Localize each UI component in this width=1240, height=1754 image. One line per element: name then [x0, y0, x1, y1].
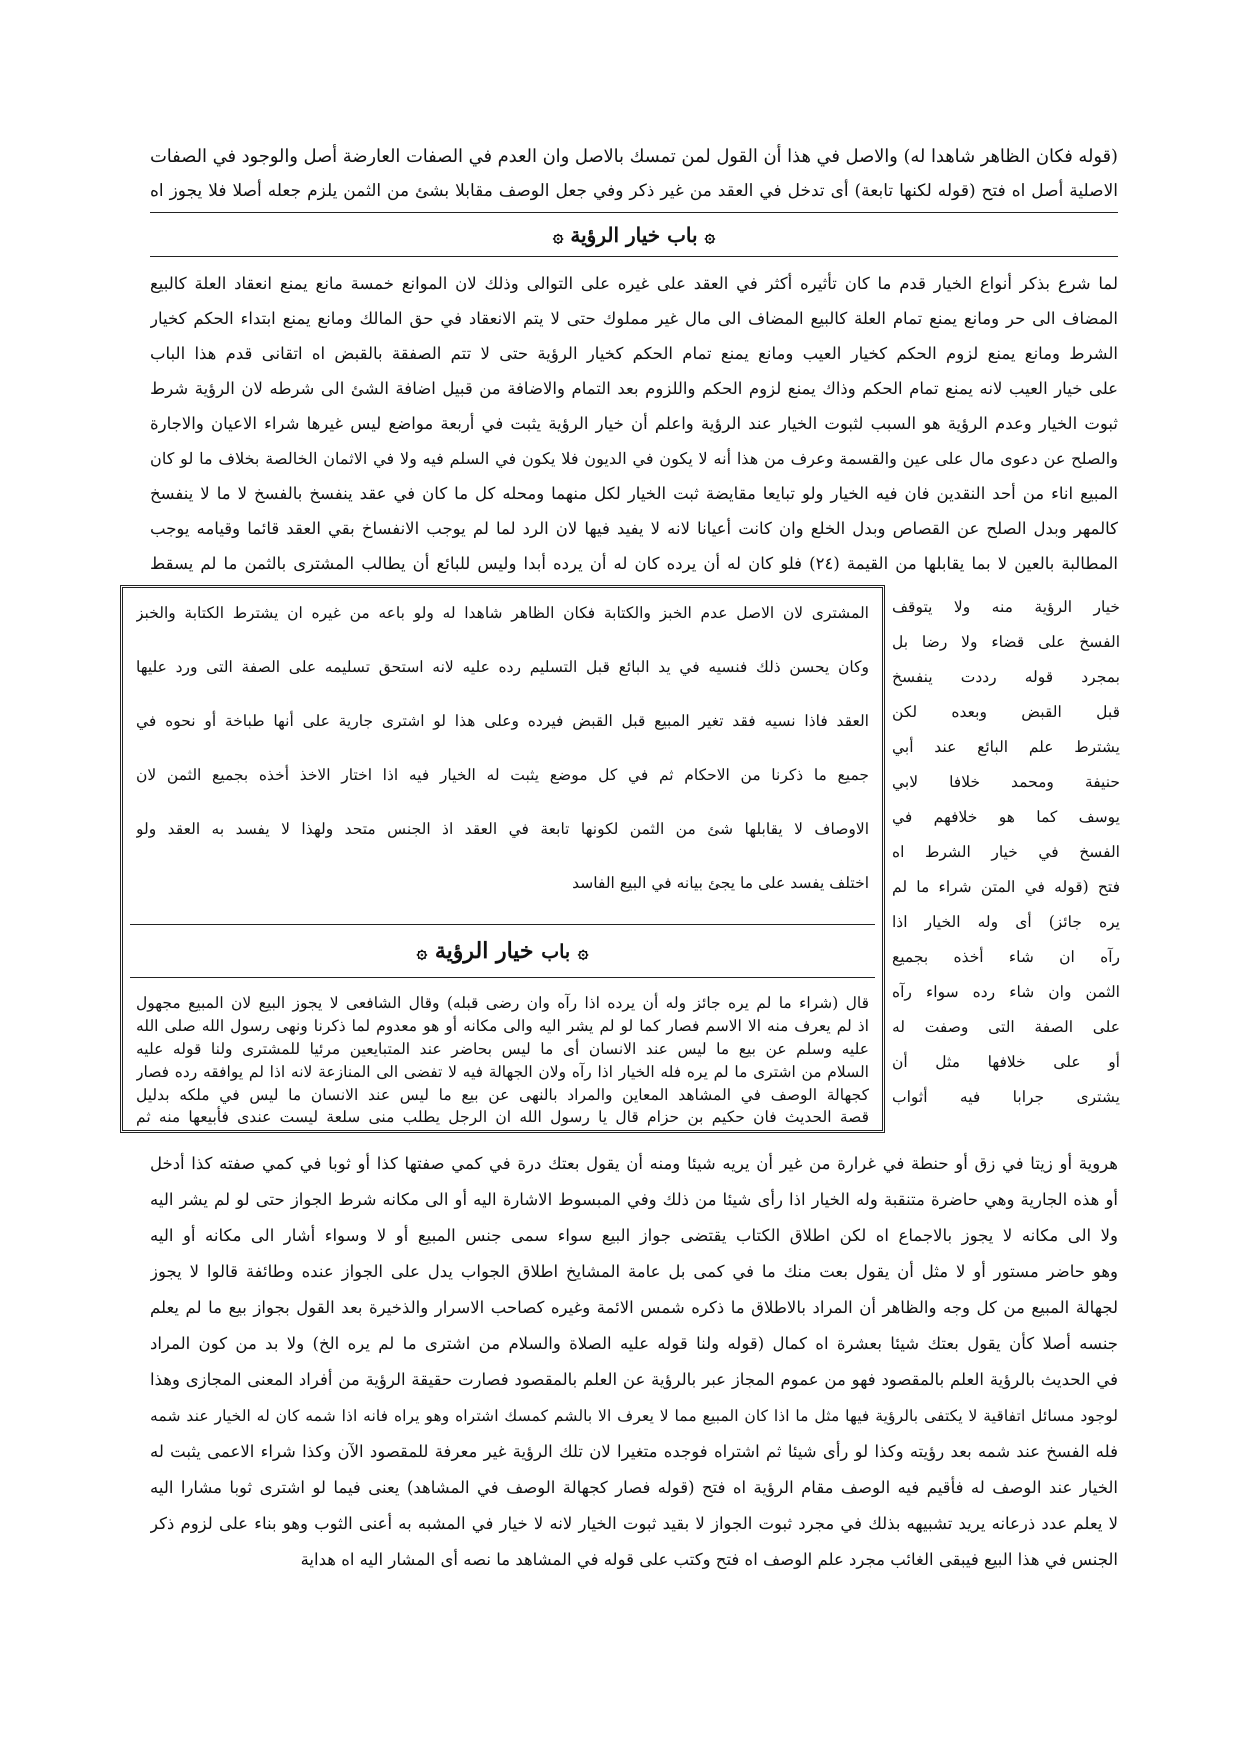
side-line-12: الثمن وان شاء رده سواء رآه — [892, 983, 1120, 1001]
main-line-7: المبيع اناء من أحد النقدين فان فيه الخيار ولو تبايعا مقايضة ثبت الخيار لكل منهما ومحله كل ما كان في عقد ينفسخ بالفسخ لا ما لا ينفسخ — [150, 484, 1118, 503]
header-rule-bottom — [150, 256, 1118, 257]
inner-upper-line-5: الاوصاف لا يقابلها شئ من الثمن لكونها تابعة في العقد اذ الجنس متحد ولهذا لا يفسد به العقد ولو — [136, 820, 869, 838]
side-line-13: على الصفة التى وصفت له — [892, 1018, 1120, 1036]
bottom-line-10: الخيار عند الوصف له فأقيم فيه الوصف مقام الرؤية اه فتح (قوله فصار كجهالة الوصف في المشاهد) يعنى فيما لو اشترى ثوبا مشارا اليه — [150, 1478, 1118, 1497]
bottom-line-2: أو هذه الجارية وهي حاضرة متنقبة وله الخيار اذا رأى شيئا من ذلك وفي المبسوط الاشارة اليه أو الى مكانه شرط الجواز حتى لو لم يشر اليه — [150, 1190, 1118, 1209]
side-line-4: قبل القبض وبعده لكن — [892, 703, 1120, 721]
bottom-line-9: فله الفسخ عند شمه بعد رؤيته وكذا لو رأى شيئا ثم اشتراه فوجده متغيرا لان تلك الرؤية غير معرفة للمقصود الآن وكذا شراء الاعمى يثبت له — [150, 1442, 1118, 1461]
ornament-icon: ۞ — [416, 942, 428, 963]
side-line-11: رآه ان شاء أخذه بجميع — [892, 948, 1120, 966]
inner-lower-line-5: كجهالة الوصف في المشاهد المعاين والمراد بالنهى عن بيع ما ليس عند الانسان ما ليس في ملكه بدليل — [136, 1086, 869, 1104]
section-title — [130, 924, 875, 978]
section-title-rest: خيار الرؤية — [434, 938, 534, 964]
header-line-2: الاصلية أصل اه فتح (قوله لكنها تابعة) أى تدخل في العقد من غير ذكر وفي جعل الوصف مقابلا بشئ من الثمن يلزم جعله أصلا فلا يجوز اه — [150, 181, 1118, 201]
inner-upper-line-6: اختلف يفسد على ما يجئ بيانه في البيع الفاسد — [572, 874, 869, 892]
main-line-2: المضاف الى حر ومانع يمنع تمام العلة كالبيع المضاف الى مال غير مملوك حتى لا يتم الانعقاد في حق المالك ومانع يمنع ابتداء الحكم كخيار — [150, 309, 1118, 328]
main-line-6: والصلح عن دعوى مال على عين والقسمة وعرف من هذا أنه لا يكون في الديون فلا يكون في السلم فيه ولا في الاثمان الخالصة بخلاف ما لو كان — [150, 449, 1118, 468]
main-line-8: كالمهر وبدل الصلح عن القصاص وبدل الخلع وان كانت أعيانا لانه لا يفيد فيها لان الرد لما لم يوجب الانفساخ بقي العقد قائما وقيامه يوجب — [150, 519, 1118, 538]
side-line-1: خيار الرؤية منه ولا يتوقف — [892, 598, 1120, 616]
chapter-banner — [150, 216, 1118, 254]
inner-lower-line-2: اذ لم يعرف منه الا الاسم فصار كما لو لم يشر اليه والى مكانه أو هو معدوم لما ذكرنا ونهى رسول الله صلى الله — [136, 1017, 869, 1035]
inner-lower-line-3: عليه وسلم عن بيع ما ليس عند الانسان أى ما ليس بحاضر عند المتبايعين مرئيا للمشترى ولنا قوله عليه — [136, 1040, 869, 1058]
ornament-icon: ۞ — [577, 942, 589, 963]
side-line-6: حنيفة ومحمد خلافا لابي — [892, 773, 1120, 791]
side-line-15: يشترى جرابا فيه أثواب — [892, 1088, 1120, 1106]
inner-upper-line-2: وكان يحسن ذلك فنسيه في يد البائع قبل التسليم رده عليه لانه استحق تسليمه على الصفة التى ورد عليها — [136, 658, 869, 676]
side-line-9: فتح (قوله في المتن شراء ما لم — [892, 878, 1120, 896]
inner-upper-line-3: العقد فاذا نسيه فقد تغير المبيع قبل القبض فيرده وعلى هذا لو اشترى جارية على أنها طباخة أو نحوه في — [136, 712, 869, 730]
bottom-line-1: هروية أو زيتا في زق أو حنطة في غرارة من غير أن يريه شيئا ومنه أن يقول بعتك درة في كمي صفتها كذا أو ثوبا في كمي صفته كذا أدخل — [150, 1154, 1118, 1173]
bottom-line-7: في الحديث بالرؤية العلم بالمقصود فهو من عموم المجاز عبر بالرؤية عن العلم بالمقصود فصارت حقيقة الرؤية من أفراد المعنى المجازى وهذا — [150, 1370, 1118, 1389]
inner-upper-line-1: المشترى لان الاصل عدم الخبز والكتابة فكان الظاهر شاهدا له ولو باعه من غيره ان يشترط الكتابة والخبز — [136, 604, 869, 622]
inner-lower-line-4: السلام من اشترى ما لم يره فله الخيار اذا رآه ولان الجهالة فيه لا تفضى الى المنازعة لانه اذا لم يوافقه رده فصار — [136, 1063, 869, 1081]
side-line-3: بمجرد قوله رددت ينفسخ — [892, 668, 1120, 686]
header-line-1: (قوله فكان الظاهر شاهدا له) والاصل في هذا أن القول لمن تمسك بالاصل وان العدم في الصفات العارضة أصل والوجود في الصفات — [150, 146, 1118, 167]
side-line-8: الفسخ في خيار الشرط اه — [892, 843, 1120, 861]
inner-lower-line-1: قال (شراء ما لم يره جائز وله أن يرده اذا رآه وان رضى قبله) وقال الشافعى لا يجوز البيع لان المبيع مجهول — [136, 994, 869, 1012]
main-line-1: لما شرع بذكر أنواع الخيار قدم ما كان تأثيره أكثر في العقد على غيره على التوالى وذلك لان الموانع خمسة مانع يمنع انعقاد العلة كالبيع — [150, 274, 1118, 293]
bottom-line-12: الجنس في هذا البيع فيبقى الغائب مجرد علم الوصف اه فتح وكتب على قوله في المشاهد ما نصه أى المشار اليه اه هداية — [300, 1550, 1118, 1569]
bottom-line-6: جنسه أصلا كأن يقول بعتك شيئا بعشرة اه كمال (قوله ولنا قوله عليه الصلاة والسلام من اشترى ما لم يره الخ) ولا بد من كون المراد — [150, 1334, 1118, 1353]
main-line-4: على خيار العيب لانه يمنع تمام الحكم وذاك يمنع لزوم الحكم واللزوم بعد التمام والاضافة من قبيل اضافة الشئ الى شرطه لان الرؤية شرط — [150, 379, 1118, 398]
inner-upper-line-4: جميع ما ذكرنا من الاحكام ثم في كل موضع يثبت له الخيار فيه اذا اختار الاخذ أخذه بجميع الثمن لان — [136, 766, 869, 784]
main-line-5: ثبوت الخيار وعدم الرؤية هو السبب لثبوت الخيار عند الرؤية واعلم أن خيار الرؤية يثبت في أربعة مواضع ليس غيرها شراء الاعيان والاجارة — [150, 414, 1118, 433]
side-line-10: يره جائز) أى وله الخيار اذا — [892, 913, 1120, 931]
side-line-14: أو على خلافها مثل أن — [892, 1053, 1120, 1071]
side-line-5: يشترط علم البائع عند أبي — [892, 738, 1120, 756]
ornament-icon: ۞ — [552, 226, 564, 247]
inner-lower-line-6: قصة الحديث فان حكيم بن حزام قال يا رسول الله ان الرجل يطلب منى سلعة ليست عندى فأبيعها منه ثم — [136, 1108, 869, 1126]
bottom-line-3: ولا الى مكانه لا يجوز بالاجماع اه لكن اطلاق الكتاب يقتضى جواز البيع سواء سمى جنس المبيع أو لا وسواء أشار الى مكانه أو اليه — [150, 1226, 1118, 1245]
ornament-icon: ۞ — [704, 226, 716, 247]
main-line-9: المطالبة بالعين لا بما يقابلها من القيمة (٢٤) فلو كان له أن يرده كان له أن يرده أبدا وليس للبائع أن يطالب المشترى بالثمن ما لم يسقط — [150, 554, 1118, 573]
chapter-title: باب خيار الرؤية — [570, 223, 698, 247]
bottom-line-5: لجهالة المبيع من كل وجه والظاهر أن المراد بالاطلاق ما ذكره شمس الائمة وغيره كصاحب الاسرار والذخيرة بعد القول بجواز بيع ما لم يعلم — [150, 1298, 1118, 1317]
side-line-7: يوسف كما هو خلافهم في — [892, 808, 1120, 826]
side-line-2: الفسخ على قضاء ولا رضا بل — [892, 633, 1120, 651]
bottom-line-8: لوجود مسائل اتفاقية لا يكتفى بالرؤية فيها مثل ما اذا كان المبيع مما لا يعرف الا بالشم كمسك اشتراه وهو يراه فانه اذا شمه كان له الخيار عند شمه — [150, 1406, 1118, 1425]
bottom-line-11: لا يعلم عدد ذرعانه يريد تشبيهه بذلك في مجرد ثبوت الجواز لا بقيد ثبوت الخيار لانه لا خيار في المشبه به أعنى الثوب وهو بناء على لزوم ذكر — [150, 1514, 1118, 1533]
header-rule-top — [150, 212, 1118, 213]
bottom-line-4: وهو حاضر مستور أو لا مثل أن يقول بعت منك ما في كمى بل عامة المشايخ اطلاق الجواب يدل على الجواز عنده وطائفة قالوا لا يجوز — [150, 1262, 1118, 1281]
main-line-3: الشرط ومانع يمنع لزوم الحكم كخيار العيب ومانع يمنع تمام الحكم كخيار الرؤية حتى لا تتم الصفقة بالقبض اه اتقانى قدم هذا الباب — [150, 344, 1118, 363]
section-title-word: باب — [541, 941, 571, 963]
